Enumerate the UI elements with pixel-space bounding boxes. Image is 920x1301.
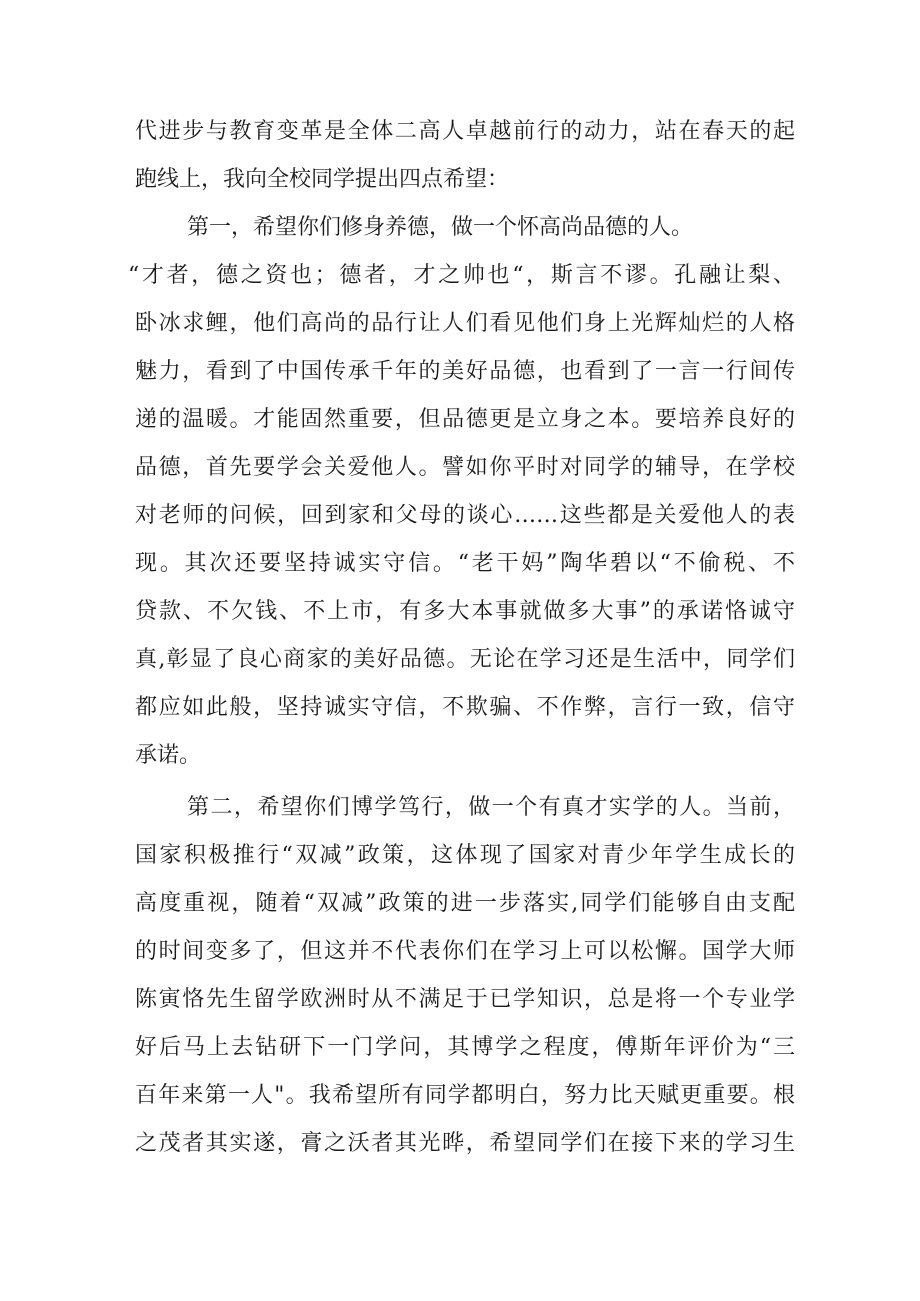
text-line: 跑线上，我向全校同学提出四点希望： — [135, 167, 510, 192]
text-line: 之茂者其实遂，膏之沃者其光晔，希望同学们在接下来的学习生 — [135, 1131, 795, 1156]
text-line: 都应如此般，坚持诚实守信，不欺骗、不作弊，言行一致，信守 — [135, 695, 795, 720]
text-line: 承诺。 — [135, 743, 202, 768]
text-line: 真,彰显了良心商家的美好品德。无论在学习还是生活中，同学们 — [135, 647, 795, 672]
text-line: 高度重视，随着“双减”政策的进一步落实,同学们能够自由支配 — [135, 891, 795, 916]
text-line: 品德，首先要学会关爱他人。譬如你平时对同学的辅导，在学校 — [135, 455, 795, 480]
text-line: 对老师的问候，回到家和父母的谈心……这些都是关爱他人的表 — [135, 503, 795, 528]
text-line: 卧冰求鲤，他们高尚的品行让人们看见他们身上光辉灿烂的人格 — [135, 311, 795, 336]
text-line: 陈寅恪先生留学欧洲时从不满足于已学知识，总是将一个专业学 — [135, 987, 795, 1012]
text-line: “才者，德之资也；德者，才之帅也“，斯言不谬。孔融让梨、 — [128, 263, 795, 288]
text-line: 魅力，看到了中国传承千年的美好品德，也看到了一言一行间传 — [135, 359, 795, 384]
text-line: 好后马上去钻研下一门学问，其博学之程度，傅斯年评价为“三 — [135, 1035, 795, 1060]
text-line: 代进步与教育变革是全体二高人卓越前行的动力，站在春天的起 — [135, 119, 795, 144]
text-line: 贷款、不欠钱、不上市，有多大本事就做多大事”的承诺恪诚守 — [135, 599, 795, 624]
text-line: 第一，希望你们修身养德，做一个怀高尚品德的人。 — [187, 215, 694, 240]
text-line: 现。其次还要坚持诚实守信。“老干妈”陶华碧以“不偷税、不 — [135, 551, 795, 576]
text-line: 国家积极推行“双减”政策，这体现了国家对青少年学生成长的 — [135, 843, 795, 868]
text-line: 递的温暖。才能固然重要，但品德更是立身之本。要培养良好的 — [135, 407, 795, 432]
text-line: 第二，希望你们博学笃行，做一个有真才实学的人。当前， — [187, 795, 795, 820]
text-line: 百年来第一人"。我希望所有同学都明白，努力比天赋更重要。根 — [135, 1083, 795, 1108]
text-line: 的时间变多了，但这并不代表你们在学习上可以松懈。国学大师 — [135, 939, 795, 964]
